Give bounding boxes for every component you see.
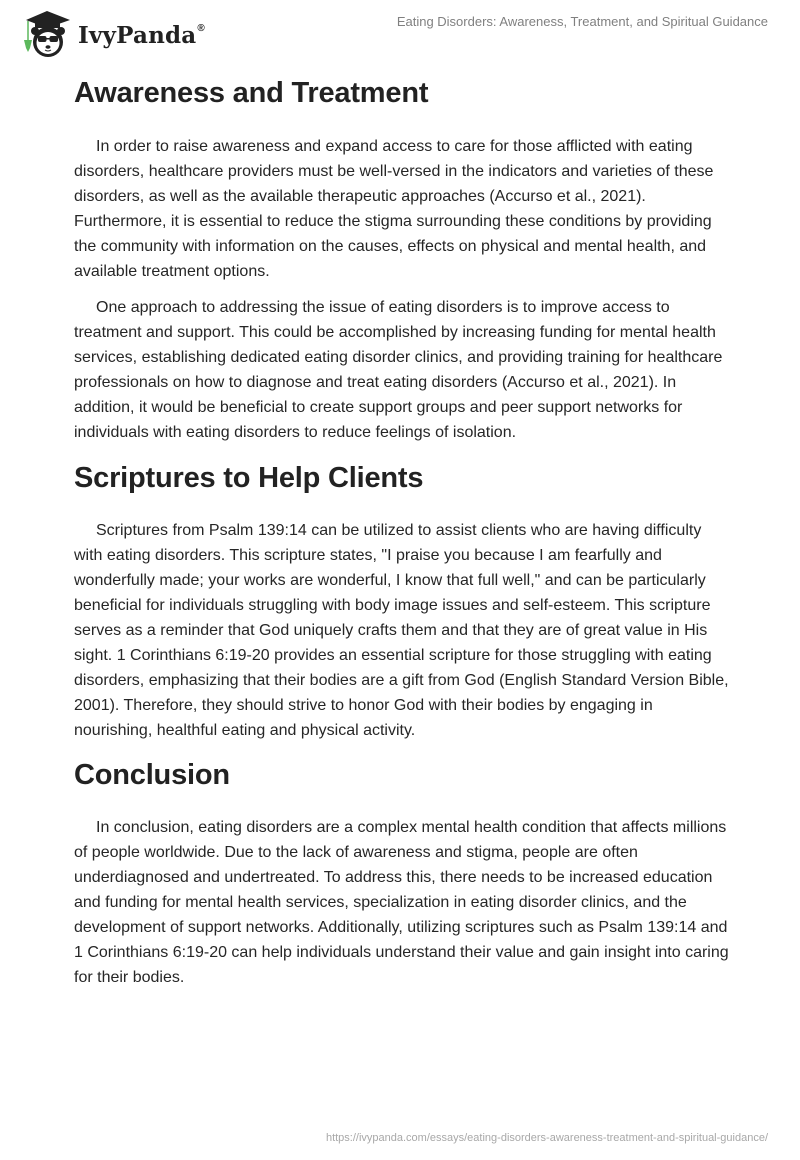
section-heading-scriptures: Scriptures to Help Clients — [74, 462, 424, 494]
paragraph: In order to raise awareness and expand access to care for those afflicted with eating disorders, healthcare providers must be well-versed in the indicators and varieties of these disorders, as well as the available therapeutic approaches (Accurso et al., 2021). Furthermore, it is essential to reduce the stigma surrounding these conditions by providing the community with information on the causes, effects on physical and mental health, and available treatment options. — [74, 138, 714, 280]
source-url-link[interactable]: https://ivypanda.com/essays/eating-disorders-awareness-treatment-and-spiritual-guidance/ — [325, 1132, 768, 1144]
section-heading-awareness-and-treatment: Awareness and Treatment — [74, 77, 429, 109]
paragraph: One approach to addressing the issue of eating disorders is to improve access to treatment and support. This could be accomplished by increasing funding for mental health services, establishing dedicated eating disorder clinics, and providing training for healthcare professionals on how to diagnose and treat eating disorders (Accurso et al., 2021). In addition, it would be beneficial to create support groups and peer support networks for individuals with eating disorders to reduce feelings of isolation. — [74, 299, 723, 441]
ivypanda-logo[interactable] — [18, 8, 205, 58]
paragraph: Scriptures from Psalm 139:14 can be utilized to assist clients who are having difficulty with eating disorders. This scripture states, "I praise you because I am fearfully and wonderfully made; your works are wonderful, I know that full well," and can be particularly beneficial for individuals struggling with body image issues and self-esteem. This scripture serves as a reminder that God uniquely crafts them and that they are of great value in His sight. 1 Corinthians 6:19-20 provides an essential scripture for those struggling with eating disorders, emphasizing that their bodies are a gift from God (English Standard Version Bible, 2001). Therefore, they should strive to honor God with their bodies by engaging in nourishing, healthful eating and physical activity. — [74, 522, 729, 739]
page-header — [0, 0, 800, 60]
panda-graduate-icon — [18, 8, 76, 58]
essay-content — [74, 70, 734, 990]
logo-wordmark: IvyPanda® — [78, 21, 205, 49]
paragraph: In conclusion, eating disorders are a complex mental health condition that affects millions of people worldwide. Due to the lack of awareness and stigma, people are often underdiagnosed and undertreated. To address this, there needs to be increased education and funding for mental health services, specialization in eating disorder clinics, and the development of support networks. Additionally, utilizing scriptures such as Psalm 139:14 and 1 Corinthians 6:19-20 can help individuals understand their value and gain insight into caring for their bodies. — [74, 819, 729, 986]
section-heading-conclusion: Conclusion — [74, 759, 230, 791]
document-title: Eating Disorders: Awareness, Treatment, and Spiritual Guidance — [396, 14, 768, 29]
